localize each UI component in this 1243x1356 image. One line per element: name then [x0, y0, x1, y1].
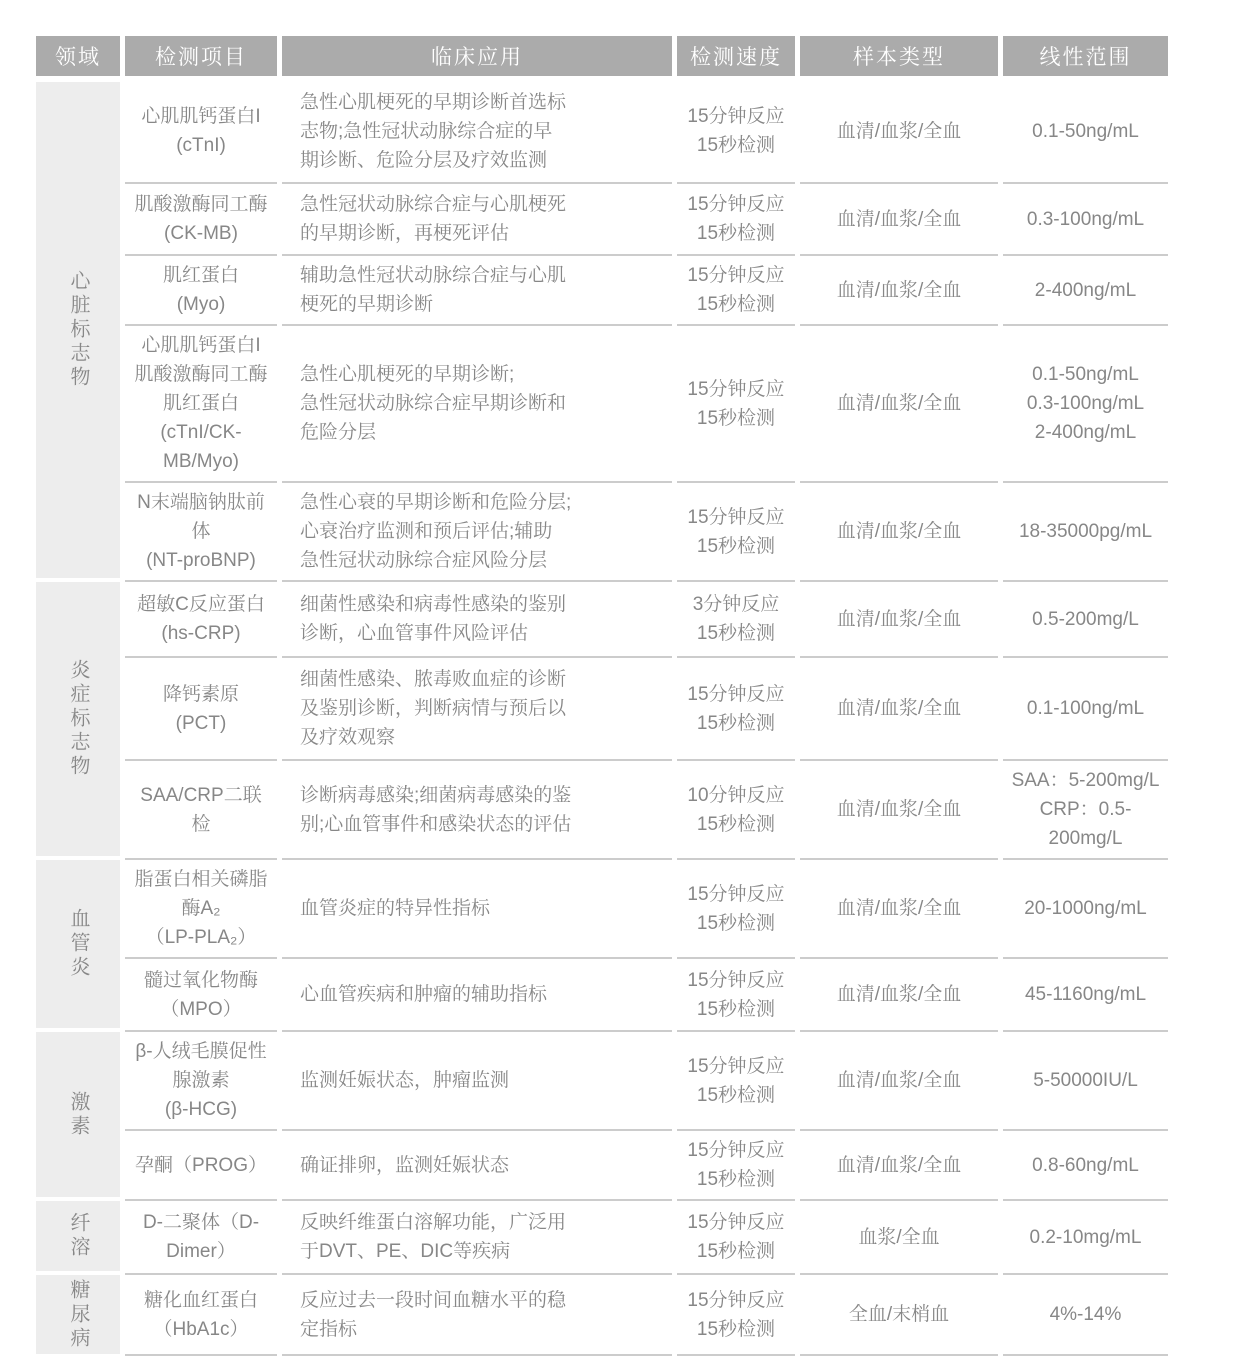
table-header [36, 36, 1168, 76]
table-body [36, 80, 1168, 1356]
range-cell: SAA：5-200mg/L CRP：0.5-200mg/L [1003, 759, 1168, 858]
application-cell: 确证排卵，监测妊娠状态 [282, 1129, 672, 1199]
speed-cell: 15分钟反应 15秒检测 [677, 182, 795, 254]
sample-cell: 血浆/全血 [800, 1199, 998, 1273]
speed-cell: 15分钟反应 15秒检测 [677, 1273, 795, 1356]
col-header-sample: 样本类型 [800, 36, 998, 76]
domain-cell [36, 582, 120, 856]
range-cell: 20-1000ng/mL [1003, 858, 1168, 957]
speed-cell: 10分钟反应 15秒检测 [677, 759, 795, 858]
col-header-item: 检测项目 [125, 36, 277, 76]
speed-cell: 15分钟反应 15秒检测 [677, 481, 795, 580]
range-cell: 0.8-60ng/mL [1003, 1129, 1168, 1199]
domain-cell [36, 860, 120, 1028]
speed-cell: 15分钟反应 15秒检测 [677, 254, 795, 324]
sample-cell: 血清/血浆/全血 [800, 580, 998, 656]
range-cell: 0.1-50ng/mL 0.3-100ng/mL 2-400ng/mL [1003, 324, 1168, 481]
domain-label: 炎症标志物 [67, 659, 89, 779]
application-cell: 心血管疾病和肿瘤的辅助指标 [282, 957, 672, 1030]
sample-cell: 血清/血浆/全血 [800, 957, 998, 1030]
sample-cell: 血清/血浆/全血 [800, 254, 998, 324]
range-cell: 45-1160ng/mL [1003, 957, 1168, 1030]
domain-cell [36, 1201, 120, 1271]
application-cell: 细菌性感染和病毒性感染的鉴别 诊断，心血管事件风险评估 [282, 580, 672, 656]
sample-cell: 血清/血浆/全血 [800, 1030, 998, 1129]
domain-cell [36, 1275, 120, 1354]
application-cell: 反映纤维蛋白溶解功能，广泛用 于DVT、PE、DIC等疾病 [282, 1199, 672, 1273]
application-cell: 细菌性感染、脓毒败血症的诊断 及鉴别诊断，判断病情与预后以 及疗效观察 [282, 656, 672, 759]
speed-cell: 15分钟反应 15秒检测 [677, 1030, 795, 1129]
col-header-range: 线性范围 [1003, 36, 1168, 76]
application-cell: 反应过去一段时间血糖水平的稳 定指标 [282, 1273, 672, 1356]
range-cell: 2-400ng/mL [1003, 254, 1168, 324]
item-cell: 肌红蛋白 (Myo) [125, 254, 277, 324]
domain-label: 纤溶 [67, 1212, 89, 1260]
sample-cell: 血清/血浆/全血 [800, 481, 998, 580]
domain-cell [36, 82, 120, 578]
speed-cell: 15分钟反应 15秒检测 [677, 656, 795, 759]
sample-cell: 全血/末梢血 [800, 1273, 998, 1356]
sample-cell: 血清/血浆/全血 [800, 1129, 998, 1199]
domain-cell [36, 1032, 120, 1197]
sample-cell: 血清/血浆/全血 [800, 858, 998, 957]
range-cell: 0.2-10mg/mL [1003, 1199, 1168, 1273]
item-cell: 超敏C反应蛋白 (hs-CRP) [125, 580, 277, 656]
item-cell: 糖化血红蛋白 （HbA1c） [125, 1273, 277, 1356]
item-cell: 肌酸激酶同工酶 (CK-MB) [125, 182, 277, 254]
speed-cell: 15分钟反应 15秒检测 [677, 957, 795, 1030]
sample-cell: 血清/血浆/全血 [800, 324, 998, 481]
range-cell: 0.5-200mg/L [1003, 580, 1168, 656]
sample-cell: 血清/血浆/全血 [800, 759, 998, 858]
sample-cell: 血清/血浆/全血 [836, 120, 962, 142]
application-cell: 急性心肌梗死的早期诊断首选标 志物;急性冠状动脉综合症的早 期诊断、危险分层及疗效监测 [300, 91, 567, 171]
speed-cell: 15分钟反应 15秒检测 [687, 106, 785, 156]
item-cell: 髓过氧化物酶 （MPO） [125, 957, 277, 1030]
range-cell: 0.3-100ng/mL [1003, 182, 1168, 254]
speed-cell: 15分钟反应 15秒检测 [677, 858, 795, 957]
col-header-speed: 检测速度 [677, 36, 795, 76]
col-header-domain: 领域 [36, 36, 120, 76]
domain-label: 心脏标志物 [67, 270, 89, 390]
speed-cell: 15分钟反应 15秒检测 [677, 1199, 795, 1273]
assay-table [36, 36, 1168, 1356]
application-cell: 急性心肌梗死的早期诊断; 急性冠状动脉综合症早期诊断和 危险分层 [282, 324, 672, 481]
range-cell: 4%-14% [1003, 1273, 1168, 1356]
item-cell: 心肌肌钙蛋白I 肌酸激酶同工酶 肌红蛋白 (cTnI/CK-MB/Myo) [125, 324, 277, 481]
range-cell: 0.1-50ng/mL [1032, 120, 1139, 142]
application-cell: 急性心衰的早期诊断和危险分层; 心衰治疗监测和预后评估;辅助 急性冠状动脉综合症风险分层 [282, 481, 672, 580]
item-cell: 降钙素原 (PCT) [125, 656, 277, 759]
range-cell: 5-50000IU/L [1003, 1030, 1168, 1129]
domain-label: 血管炎 [67, 908, 89, 980]
item-cell: 心肌肌钙蛋白I (cTnI) [141, 106, 261, 156]
item-cell: D-二聚体（D-Dimer） [125, 1199, 277, 1273]
item-cell: 孕酮（PROG） [125, 1129, 277, 1199]
item-cell: SAA/CRP二联检 [125, 759, 277, 858]
col-header-application: 临床应用 [282, 36, 672, 76]
application-cell: 血管炎症的特异性指标 [282, 858, 672, 957]
item-cell: β-人绒毛膜促性腺激素 (β-HCG) [125, 1030, 277, 1129]
speed-cell: 15分钟反应 15秒检测 [677, 1129, 795, 1199]
range-cell: 18-35000pg/mL [1003, 481, 1168, 580]
domain-label: 激素 [67, 1090, 89, 1139]
speed-cell: 15分钟反应 15秒检测 [677, 324, 795, 481]
sample-cell: 血清/血浆/全血 [800, 182, 998, 254]
item-cell: 脂蛋白相关磷脂酶A₂ （LP-PLA₂） [125, 858, 277, 957]
range-cell: 0.1-100ng/mL [1003, 656, 1168, 759]
domain-label: 糖尿病 [67, 1278, 89, 1351]
application-cell: 辅助急性冠状动脉综合症与心肌 梗死的早期诊断 [282, 254, 672, 324]
application-cell: 监测妊娠状态，肿瘤监测 [282, 1030, 672, 1129]
application-cell: 诊断病毒感染;细菌病毒感染的鉴 别;心血管事件和感染状态的评估 [282, 759, 672, 858]
application-cell: 急性冠状动脉综合症与心肌梗死 的早期诊断，再梗死评估 [282, 182, 672, 254]
item-cell: N末端脑钠肽前体 (NT-proBNP) [125, 481, 277, 580]
speed-cell: 3分钟反应 15秒检测 [677, 580, 795, 656]
sample-cell: 血清/血浆/全血 [800, 656, 998, 759]
